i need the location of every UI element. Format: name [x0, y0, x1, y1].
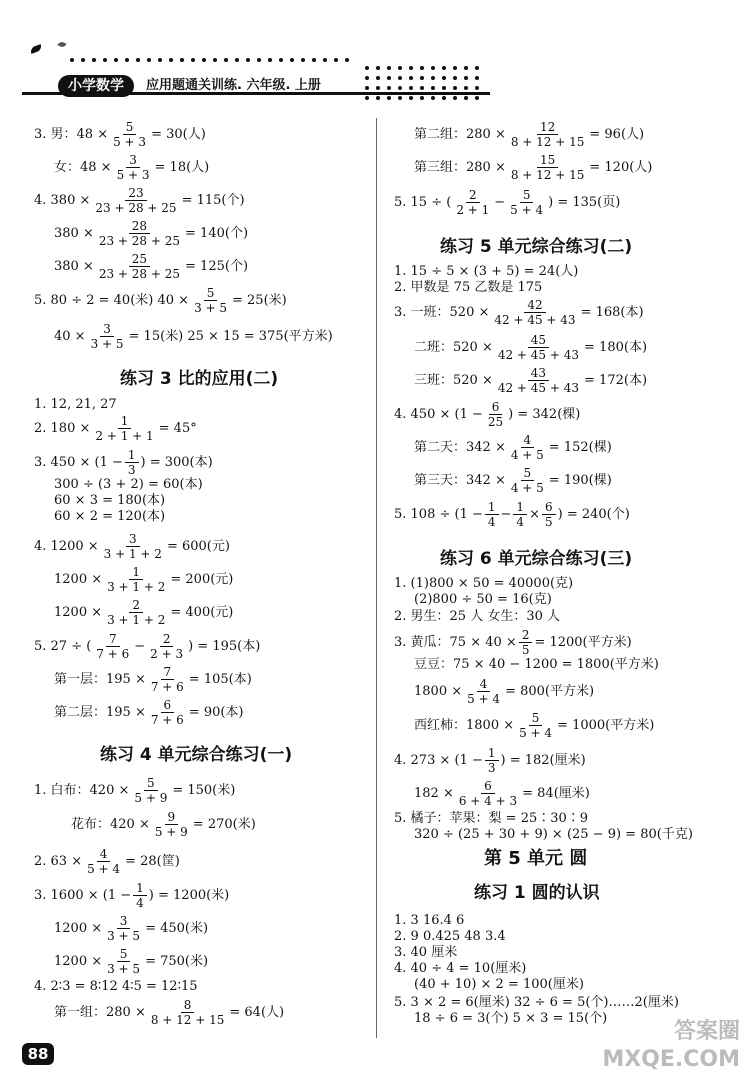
answer-line: 182 × $\frac{6}{6 + 4 + 3}$ = 84(厘米) [414, 779, 590, 808]
section-title: 练习 3 比的应用(二) [120, 369, 279, 389]
answer-line: 18 ÷ 6 = 3(个) 5 × 3 = 15(个) [414, 1011, 608, 1026]
dot [475, 66, 479, 70]
dot [453, 66, 457, 70]
dot [387, 66, 391, 70]
answer-line: 1800 × $\frac{4}{5 + 4}$ = 800(平方米) [414, 677, 595, 706]
dot [409, 86, 413, 90]
dot [345, 58, 349, 62]
answer-line: 5. 橘子：苹果：梨 = 25∶30∶9 [394, 811, 589, 826]
dot [409, 76, 413, 80]
answer-line: 1200 × $\frac{1}{3 + 1 + 2}$ = 200(元) [54, 565, 234, 594]
answer-line: 1. (1)800 × 50 = 40000(克) [394, 576, 574, 591]
answer-line: 2. 男生：25 人 女生：30 人 [394, 609, 561, 624]
dot [475, 86, 479, 90]
dot [453, 76, 457, 80]
dot [365, 86, 369, 90]
answer-line: 4. 40 ÷ 4 = 10(厘米) [394, 961, 527, 976]
answer-line: 花布：420 × $\frac{9}{5 + 9}$ = 270(米) [71, 810, 256, 839]
dot [323, 58, 327, 62]
dot [464, 76, 468, 80]
answer-line: 60 × 3 = 180(本) [54, 493, 166, 508]
dot [334, 58, 338, 62]
dot [398, 66, 402, 70]
dot [475, 96, 479, 100]
page-number: 88 [22, 1043, 54, 1065]
answer-line: 第二层：195 × $\frac{6}{7 + 6}$ = 90(本) [54, 698, 244, 727]
dot [431, 96, 435, 100]
answer-line: 4. 450 × (1 − $\frac{6}{25}$ ) = 342(棵) [394, 400, 581, 429]
dot [81, 58, 85, 62]
answer-line: 女：48 × $\frac{3}{5 + 3}$ = 18(人) [54, 153, 210, 182]
answer-line: 40 × $\frac{3}{3 + 5}$ = 15(米) 25 × 15 = 375(平方米) [54, 322, 333, 351]
column-divider [376, 118, 377, 1038]
answer-line: 2. 63 × $\frac{4}{5 + 4}$ = 28(筐) [34, 847, 180, 876]
answer-line: 1200 × $\frac{2}{3 + 1 + 2}$ = 400(元) [54, 598, 234, 627]
dot [191, 58, 195, 62]
answer-line: 5. 3 × 2 = 6(厘米) 32 ÷ 6 = 5(个)……2(厘米) [394, 995, 679, 1010]
section-title: 练习 1 圆的认识 [474, 883, 600, 903]
answer-line: 4. 380 × $\frac{23}{23 + 28 + 25}$ = 115(个) [34, 186, 245, 215]
dot [387, 86, 391, 90]
answer-line: 2. 180 × $\frac{1}{2 + 1 + 1}$ = 45° [34, 414, 197, 443]
dot [376, 96, 380, 100]
dot [301, 58, 305, 62]
answer-line: (40 + 10) × 2 = 100(厘米) [414, 977, 584, 992]
dot [453, 96, 457, 100]
answer-line: 5. 80 ÷ 2 = 40(米) 40 × $\frac{5}{3 + 5}$ = 25(米) [34, 286, 287, 315]
answer-line: 1200 × $\frac{5}{3 + 5}$ = 750(米) [54, 947, 209, 976]
dot [224, 58, 228, 62]
subject-badge: 小学数学 [58, 75, 134, 97]
answer-line: 第三天：342 × $\frac{5}{4 + 5}$ = 190(棵) [414, 466, 612, 495]
answer-line: 1. 3 16.4 6 [394, 913, 465, 928]
answer-line: 4. 1200 × $\frac{3}{3 + 1 + 2}$ = 600(元) [34, 532, 230, 561]
dot [257, 58, 261, 62]
answer-line: 第二天：342 × $\frac{4}{4 + 5}$ = 152(棵) [414, 433, 612, 462]
dot [246, 58, 250, 62]
dot [420, 76, 424, 80]
dot [365, 66, 369, 70]
section-title: 练习 4 单元综合练习(一) [100, 745, 293, 765]
answer-line: 380 × $\frac{28}{23 + 28 + 25}$ = 140(个) [54, 219, 249, 248]
answer-line: 第一组：280 × $\frac{8}{8 + 12 + 15}$ = 64(人) [54, 998, 285, 1027]
answer-line: 1. 15 ÷ 5 × (3 + 5) = 24(人) [394, 264, 579, 279]
answer-line: 60 × 2 = 120(本) [54, 509, 166, 524]
page-header [0, 0, 750, 110]
dot [147, 58, 151, 62]
dot [158, 58, 162, 62]
dot [70, 58, 74, 62]
dot [268, 58, 272, 62]
dot [387, 76, 391, 80]
dot [464, 96, 468, 100]
dot [453, 86, 457, 90]
dot [213, 58, 217, 62]
answer-line: 第二组：280 × $\frac{12}{8 + 12 + 15}$ = 96(人) [414, 120, 645, 149]
dot [376, 86, 380, 90]
dot [420, 96, 424, 100]
answer-line: 5. 27 ÷ ( $\frac{7}{7 + 6}$ − $\frac{2}{2 + 3}$ ) = 195(本) [34, 632, 261, 661]
answer-line: 3. 40 厘米 [394, 945, 458, 960]
dot [442, 96, 446, 100]
dot [464, 86, 468, 90]
dot [365, 76, 369, 80]
dot [431, 76, 435, 80]
dot [202, 58, 206, 62]
dot [376, 66, 380, 70]
answer-line: 3. 450 × (1 − $\frac{1}{3}$ ) = 300(本) [34, 448, 213, 477]
leaf-icon [29, 44, 42, 54]
answer-line: 3. 男：48 × $\frac{5}{5 + 3}$ = 30(人) [34, 120, 206, 149]
answer-line: 3. 1600 × (1 − $\frac{1}{4}$ ) = 1200(米) [34, 881, 230, 910]
dot [420, 66, 424, 70]
dot [125, 58, 129, 62]
dot [409, 96, 413, 100]
dot [169, 58, 173, 62]
dot [114, 58, 118, 62]
dot [376, 76, 380, 80]
answer-line: 4. 2∶3 = 8∶12 4∶5 = 12∶15 [34, 979, 198, 994]
dot [398, 76, 402, 80]
dot [398, 96, 402, 100]
unit-title: 第 5 单元 圆 [484, 848, 588, 869]
dot [431, 66, 435, 70]
answer-line: 5. 15 ÷ ( $\frac{2}{2 + 1}$ − $\frac{5}{5 + 4}$ ) = 135(页) [394, 188, 621, 217]
answer-line: 1200 × $\frac{3}{3 + 5}$ = 450(米) [54, 914, 209, 943]
answer-line: 豆豆：75 × 40 − 1200 = 1800(平方米) [414, 657, 659, 672]
dot [409, 66, 413, 70]
dot [475, 76, 479, 80]
answer-line: (2)800 ÷ 50 = 16(克) [414, 592, 552, 607]
dot [279, 58, 283, 62]
answer-line: 二班：520 × $\frac{45}{42 + 45 + 43}$ = 180(本) [414, 333, 648, 362]
answer-line: 4. 273 × (1 − $\frac{1}{3}$ ) = 182(厘米) [394, 746, 586, 775]
dot [442, 76, 446, 80]
answer-line: 3. 一班：520 × $\frac{42}{42 + 45 + 43}$ = 168(本) [394, 298, 644, 327]
dot [103, 58, 107, 62]
answer-line: 第一层：195 × $\frac{7}{7 + 6}$ = 105(本) [54, 665, 252, 694]
dot [431, 86, 435, 90]
answer-line: 2. 甲数是 75 乙数是 175 [394, 280, 543, 295]
section-title: 练习 5 单元综合练习(二) [440, 237, 633, 257]
answer-line: 三班：520 × $\frac{43}{42 + 45 + 43}$ = 172(本) [414, 366, 648, 395]
answer-line: 5. 108 ÷ (1 − $\frac{1}{4}$ − $\frac{1}{4}$ × $\frac{6}{5}$ ) = 240(个) [394, 500, 630, 529]
dot [365, 96, 369, 100]
answer-line: 300 ÷ (3 + 2) = 60(本) [54, 477, 203, 492]
book-title: 应用题通关训练. 六年级. 上册 [146, 78, 321, 93]
dot [420, 86, 424, 90]
dot [442, 86, 446, 90]
answer-line: 1. 12, 21, 27 [34, 397, 117, 412]
leaf-icon [57, 41, 66, 49]
dot [312, 58, 316, 62]
dot [387, 96, 391, 100]
answer-line: 西红柿：1800 × $\frac{5}{5 + 4}$ = 1000(平方米) [414, 711, 655, 740]
dot [235, 58, 239, 62]
section-title: 练习 6 单元综合练习(三) [440, 549, 633, 569]
answer-line: 380 × $\frac{25}{23 + 28 + 25}$ = 125(个) [54, 252, 249, 281]
dot [92, 58, 96, 62]
dot [398, 86, 402, 90]
answer-line: 1. 白布：420 × $\frac{5}{5 + 9}$ = 150(米) [34, 776, 236, 805]
dot [442, 66, 446, 70]
dot [136, 58, 140, 62]
dot [464, 66, 468, 70]
watermark: 答案圈 MXQE.COM [602, 1019, 740, 1072]
answer-line: 2. 9 0.425 48 3.4 [394, 929, 506, 944]
answer-line: 3. 黄瓜：75 × 40 × $\frac{2}{5}$ = 1200(平方米) [394, 628, 632, 657]
dot [180, 58, 184, 62]
answer-line: 320 ÷ (25 + 30 + 9) × (25 − 9) = 80(千克) [414, 827, 693, 842]
answer-line: 第三组：280 × $\frac{15}{8 + 12 + 15}$ = 120(人) [414, 153, 653, 182]
dot [290, 58, 294, 62]
